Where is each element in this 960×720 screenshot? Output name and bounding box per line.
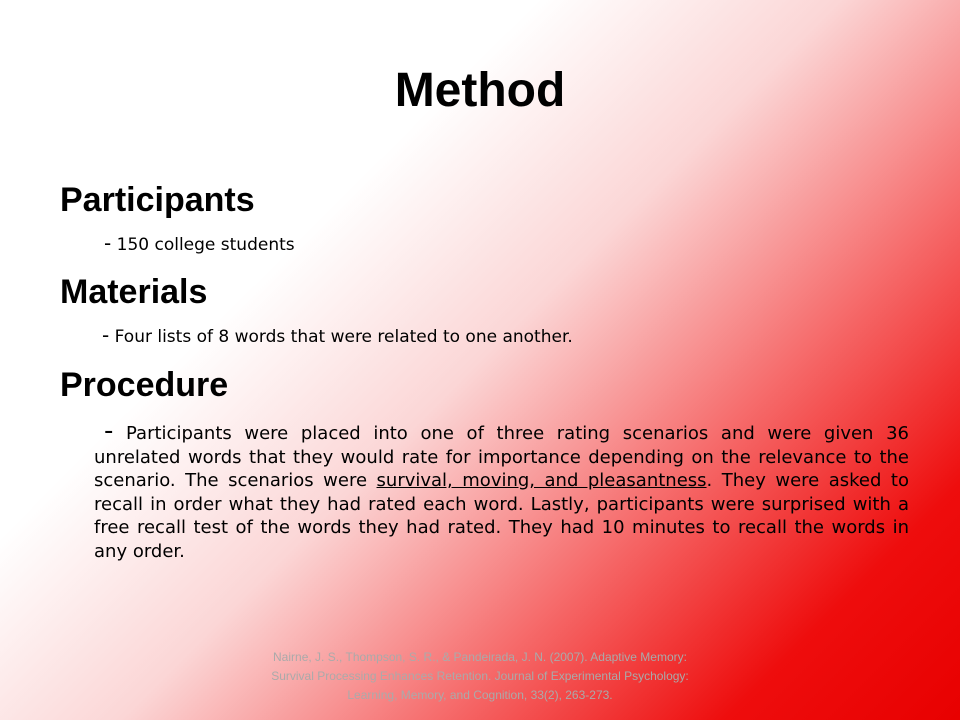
participants-heading: Participants	[60, 181, 255, 219]
citation	[190, 648, 770, 705]
procedure-dash: -	[104, 416, 114, 446]
citation-line-2: Survival Processing Enhances Retention. Journal of Experimental Psychology:	[271, 669, 689, 683]
procedure-heading: Procedure	[60, 366, 229, 404]
materials-dash: -	[102, 323, 110, 347]
scenario-list: survival, moving, and pleasantness	[376, 470, 707, 491]
procedure-body	[94, 416, 909, 563]
materials-heading: Materials	[60, 273, 208, 311]
participants-text: 150 college students	[116, 235, 295, 255]
slide-title: Method	[394, 64, 566, 117]
participants-dash: -	[104, 231, 112, 255]
procedure-text-start: Participants were placed into one of three rating scenarios and were given 36 unrelated words that they would rate for importance depending on the relevance to the scenario. The scenarios were	[94, 423, 909, 491]
procedure-text-end: . They were asked to recall in order what they had rated each word. Lastly, participants were surprised with a free recall test of the words they had rated. They had 10 minutes to recall the words in any order.	[94, 470, 909, 562]
citation-line-1: Nairne, J. S., Thompson, S. R., & Pandeirada, J. N. (2007). Adaptive Memory:	[273, 650, 687, 664]
materials-detail	[102, 325, 573, 347]
participants-detail	[104, 233, 295, 255]
materials-text: Four lists of 8 words that were related to one another.	[114, 327, 573, 347]
citation-line-3: Learning, Memory, and Cognition, 33(2), 263-273.	[347, 688, 613, 702]
